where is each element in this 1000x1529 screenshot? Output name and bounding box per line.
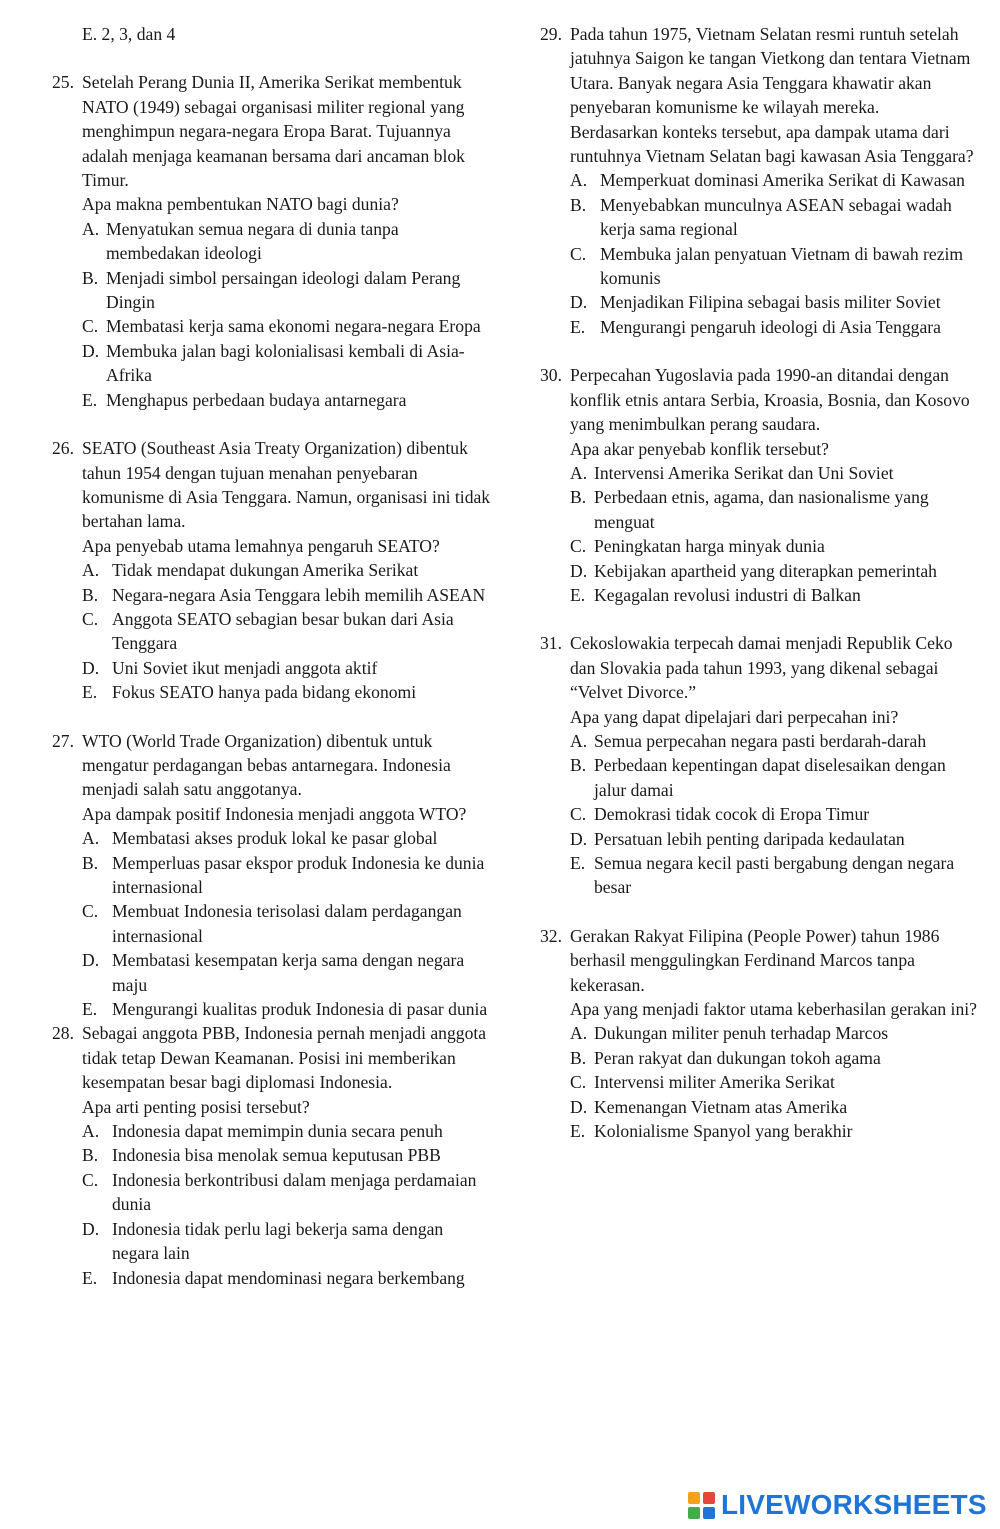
question-prompt: Apa akar penyebab konflik tersebut? — [570, 438, 829, 459]
left-column — [52, 22, 492, 1314]
option-text: Mengurangi kualitas produk Indonesia di pasar dunia — [112, 999, 488, 1020]
option-letter: D. — [570, 560, 588, 581]
answer-option-c[interactable] — [570, 1070, 980, 1094]
option-letter: D. — [82, 1218, 100, 1239]
option-text: Tidak mendapat dukungan Amerika Serikat — [112, 560, 419, 581]
option-letter: B. — [82, 852, 99, 873]
option-letter: A. — [570, 1023, 588, 1044]
question-28 — [52, 1021, 492, 1289]
option-letter: C. — [82, 1169, 99, 1190]
question-prompt: Apa dampak positif Indonesia menjadi anggota WTO? — [82, 803, 467, 824]
question-prompt: Apa yang menjadi faktor utama keberhasilan gerakan ini? — [570, 999, 977, 1020]
answer-option-d[interactable] — [82, 339, 492, 388]
question-context: Setelah Perang Dunia II, Amerika Serikat membentuk NATO (1949) sebagai organisasi militer regional yang menghimpun negara-negara Eropa Barat. Tujuannya adalah menjaga keamanan bersama dari ancaman blok Timur. — [82, 72, 465, 191]
option-letter: B. — [570, 755, 587, 776]
question-context: Pada tahun 1975, Vietnam Selatan resmi runtuh setelah jatuhnya Saigon ke tangan Vietkong dan tentara Vietnam Utara. Banyak negara Asia Tenggara khawatir akan penyebaran komunisme ke wilayah mereka. — [570, 24, 971, 118]
answer-option-a[interactable] — [82, 826, 492, 850]
option-letter: A. — [82, 1121, 100, 1142]
question-context: SEATO (Southeast Asia Treaty Organization) dibentuk tahun 1954 dengan tujuan menahan penyebaran komunisme di Asia Tenggara. Namun, organisasi ini tidak bertahan lama. — [82, 438, 491, 532]
question-number: 25. — [52, 72, 74, 93]
logo-tile — [688, 1492, 700, 1504]
answer-option-d[interactable] — [82, 1217, 492, 1266]
option-text: Menyatukan semua negara di dunia tanpa membedakan ideologi — [106, 218, 399, 264]
question-number: 31. — [540, 633, 562, 654]
answer-option-c[interactable] — [570, 242, 980, 291]
logo-text: LIVEWORKSHEETS — [721, 1489, 987, 1520]
option-letter: E. — [82, 682, 98, 703]
answer-option-e[interactable] — [570, 315, 980, 339]
option-text: Kebijakan apartheid yang diterapkan pemerintah — [594, 560, 937, 581]
option-letter: E. — [570, 853, 586, 873]
option-text: Membuka jalan penyatuan Vietnam di bawah rezim komunis — [600, 243, 964, 289]
option-text: Membatasi akses produk lokal ke pasar global — [112, 828, 438, 849]
option-text: Menjadikan Filipina sebagai basis militer Soviet — [600, 292, 941, 313]
option-text: Indonesia tidak perlu lagi bekerja sama dengan negara lain — [112, 1218, 444, 1264]
question-number: 30. — [540, 365, 562, 386]
option-text: Menyebabkan munculnya ASEAN sebagai wadah kerja sama regional — [600, 194, 952, 240]
answer-option-a[interactable] — [570, 729, 980, 753]
option-letter: D. — [82, 657, 100, 678]
question-prompt: Apa arti penting posisi tersebut? — [82, 1096, 310, 1117]
option-letter: C. — [570, 243, 587, 264]
answer-option-a[interactable] — [82, 558, 492, 582]
question-30 — [540, 363, 980, 607]
option-letter: E. — [570, 584, 586, 605]
option-text: Membatasi kesempatan kerja sama dengan negara maju — [112, 950, 465, 995]
option-letter: B. — [82, 267, 99, 288]
answer-option-d[interactable] — [82, 948, 492, 997]
logo-tile — [688, 1507, 700, 1519]
question-29 — [540, 22, 980, 339]
question-number: 32. — [540, 925, 562, 946]
answer-option-b[interactable] — [570, 753, 980, 802]
answer-option-e[interactable] — [570, 851, 980, 900]
option-letter: D. — [570, 1096, 588, 1117]
option-text: Memperluas pasar ekspor produk Indonesia ke dunia internasional — [112, 852, 485, 897]
option-letter: D. — [82, 950, 100, 971]
question-number: 26. — [52, 438, 74, 459]
answer-option-e[interactable] — [570, 1119, 980, 1143]
option-text: Uni Soviet ikut menjadi anggota aktif — [112, 657, 378, 678]
option-text: Kegagalan revolusi industri di Balkan — [594, 584, 861, 605]
answer-option-d[interactable] — [570, 827, 980, 851]
question-32 — [540, 924, 980, 1144]
option-text: Intervensi Amerika Serikat dan Uni Soviet — [594, 462, 894, 483]
option-text: Menjadi simbol persaingan ideologi dalam Perang Dingin — [106, 267, 461, 313]
answer-option-e[interactable] — [82, 997, 492, 1021]
option-text: Kolonialisme Spanyol yang berakhir — [594, 1121, 853, 1142]
answer-option-c[interactable] — [82, 899, 492, 948]
option-letter: B. — [570, 194, 587, 215]
question-prompt: Berdasarkan konteks tersebut, apa dampak utama dari runtuhnya Vietnam Selatan bagi kawasan Asia Tenggara? — [570, 121, 974, 167]
orphan-option-e: E. 2, 3, dan 4 — [82, 24, 176, 44]
answer-option-e[interactable] — [82, 680, 492, 704]
option-letter: A. — [82, 218, 100, 239]
option-text: Indonesia dapat memimpin dunia secara penuh — [112, 1121, 443, 1142]
answer-option-e[interactable] — [82, 1266, 492, 1290]
right-column — [540, 22, 980, 1167]
answer-option-c[interactable] — [82, 607, 492, 656]
option-letter: D. — [570, 828, 588, 849]
option-text: Memperkuat dominasi Amerika Serikat di Kawasan — [600, 170, 965, 191]
option-text: Membuka jalan bagi kolonialisasi kembali di Asia-Afrika — [106, 340, 465, 386]
option-text: Perbedaan etnis, agama, dan nasionalisme yang menguat — [594, 487, 929, 532]
option-letter: C. — [82, 316, 99, 337]
option-letter: C. — [570, 804, 587, 825]
answer-option-d[interactable] — [570, 559, 980, 583]
answer-option-c[interactable] — [570, 534, 980, 558]
option-text: Indonesia bisa menolak semua keputusan PBB — [112, 1145, 441, 1166]
option-letter: E. — [82, 389, 98, 410]
option-text: Demokrasi tidak cocok di Eropa Timur — [594, 804, 870, 825]
answer-option-a[interactable] — [82, 1119, 492, 1143]
liveworksheets-logo-icon — [688, 1492, 715, 1519]
option-letter: E. — [570, 316, 586, 337]
option-text: Semua negara kecil pasti bergabung dengan negara besar — [594, 853, 955, 898]
question-context: Gerakan Rakyat Filipina (People Power) tahun 1986 berhasil menggulingkan Ferdinand Marcos tanpa kekerasan. — [570, 925, 940, 995]
option-text: Membatasi kerja sama ekonomi negara-negara Eropa — [106, 316, 481, 337]
option-letter: A. — [570, 730, 588, 751]
answer-option-b[interactable] — [570, 193, 980, 242]
question-prompt: Apa makna pembentukan NATO bagi dunia? — [82, 194, 399, 215]
option-letter: A. — [570, 170, 588, 191]
option-letter: A. — [570, 462, 588, 483]
answer-option-d[interactable] — [82, 656, 492, 680]
option-text: Mengurangi pengaruh ideologi di Asia Tenggara — [600, 316, 941, 337]
option-text: Indonesia dapat mendominasi negara berkembang — [112, 1267, 465, 1288]
answer-option-a[interactable] — [570, 168, 980, 192]
answer-option-b[interactable] — [570, 1046, 980, 1070]
question-prompt: Apa penyebab utama lemahnya pengaruh SEATO? — [82, 535, 440, 556]
option-letter: C. — [570, 1072, 587, 1093]
answer-option-b[interactable] — [82, 851, 492, 900]
option-text: Persatuan lebih penting daripada kedaulatan — [594, 828, 905, 849]
option-letter: D. — [570, 292, 588, 313]
option-letter: B. — [570, 1047, 587, 1068]
question-prompt: Apa yang dapat dipelajari dari perpecahan ini? — [570, 706, 899, 727]
liveworksheets-logo[interactable] — [688, 1488, 987, 1522]
option-text: Indonesia berkontribusi dalam menjaga perdamaian dunia — [112, 1169, 477, 1215]
question-26 — [52, 436, 492, 704]
answer-option-b[interactable] — [570, 485, 980, 534]
option-text: Intervensi militer Amerika Serikat — [594, 1072, 835, 1093]
answer-option-b[interactable] — [82, 1143, 492, 1167]
option-letter: D. — [82, 340, 100, 361]
answer-option-e[interactable] — [82, 388, 492, 412]
option-text: Kemenangan Vietnam atas Amerika — [594, 1096, 848, 1117]
question-number: 28. — [52, 1023, 74, 1044]
answer-option-b[interactable] — [82, 583, 492, 607]
option-letter: C. — [570, 536, 587, 557]
answer-option-e[interactable] — [570, 583, 980, 607]
question-25 — [52, 70, 492, 412]
question-context: Sebagai anggota PBB, Indonesia pernah menjadi anggota tidak tetap Dewan Keamanan. Posisi ini memberikan kesempatan besar bagi diplomasi Indonesia. — [82, 1023, 487, 1093]
option-text: Menghapus perbedaan budaya antarnegara — [106, 389, 407, 410]
option-text: Negara-negara Asia Tenggara lebih memilih ASEAN — [112, 584, 486, 605]
logo-tile — [703, 1507, 715, 1519]
option-text: Membuat Indonesia terisolasi dalam perdagangan internasional — [112, 901, 462, 946]
option-letter: E. — [570, 1121, 586, 1142]
question-number: 29. — [540, 24, 562, 44]
option-letter: C. — [82, 901, 99, 922]
option-text: Anggota SEATO sebagian besar bukan dari Asia Tenggara — [112, 608, 454, 654]
option-letter: E. — [82, 999, 98, 1020]
question-27 — [52, 729, 492, 1022]
answer-option-c[interactable] — [82, 314, 492, 338]
logo-tile — [703, 1492, 715, 1504]
answer-option-c[interactable] — [570, 802, 980, 826]
option-letter: B. — [82, 584, 99, 605]
option-letter: A. — [82, 560, 100, 581]
option-text: Peran rakyat dan dukungan tokoh agama — [594, 1047, 881, 1068]
option-letter: A. — [82, 828, 100, 849]
answer-option-a[interactable] — [82, 217, 492, 266]
option-text: Semua perpecahan negara pasti berdarah-darah — [594, 730, 927, 751]
option-text: Peningkatan harga minyak dunia — [594, 536, 825, 557]
option-text: Fokus SEATO hanya pada bidang ekonomi — [112, 682, 417, 703]
question-context: Perpecahan Yugoslavia pada 1990-an ditandai dengan konflik etnis antara Serbia, Kroasia, Bosnia, dan Kosovo yang menimbulkan perang saudara. — [570, 365, 970, 435]
option-letter: B. — [570, 487, 587, 508]
answer-option-d[interactable] — [570, 1095, 980, 1119]
question-context: WTO (World Trade Organization) dibentuk untuk mengatur perdagangan bebas antarnegara. Indonesia menjadi salah satu anggotanya. — [82, 730, 451, 800]
answer-option-a[interactable] — [570, 461, 980, 485]
answer-option-c[interactable] — [82, 1168, 492, 1217]
option-letter: B. — [82, 1145, 99, 1166]
option-text: Dukungan militer penuh terhadap Marcos — [594, 1023, 889, 1044]
question-number: 27. — [52, 730, 74, 751]
question-31 — [540, 631, 980, 899]
question-context: Cekoslowakia terpecah damai menjadi Republik Ceko dan Slovakia pada tahun 1993, yang dikenal sebagai “Velvet Divorce.” — [570, 633, 953, 703]
option-text: Perbedaan kepentingan dapat diselesaikan dengan jalur damai — [594, 755, 946, 800]
answer-option-d[interactable] — [570, 290, 980, 314]
answer-option-a[interactable] — [570, 1021, 980, 1045]
option-letter: E. — [82, 1267, 98, 1288]
answer-option-b[interactable] — [82, 266, 492, 315]
option-letter: C. — [82, 608, 99, 629]
